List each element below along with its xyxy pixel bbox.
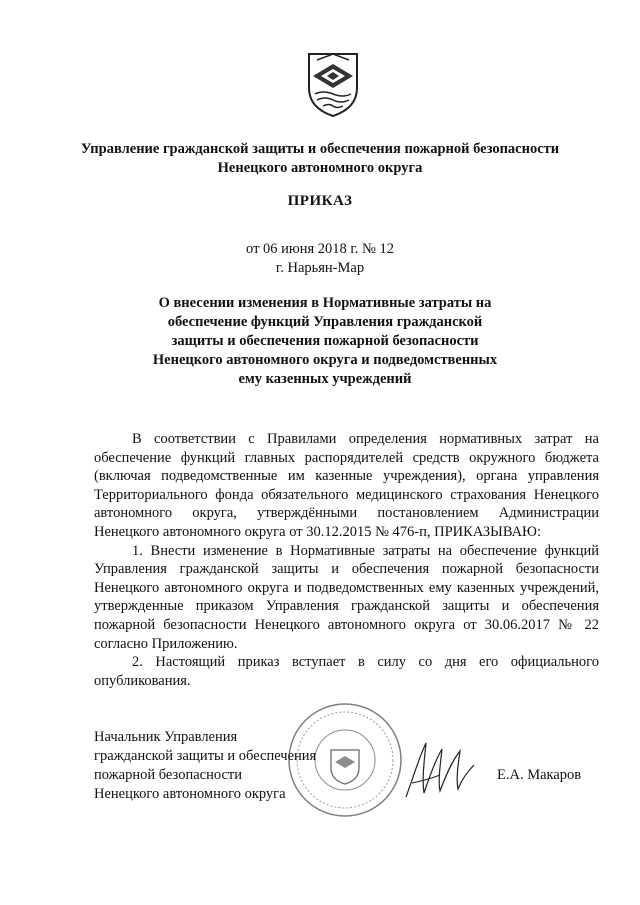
position-line-1: Начальник Управления (94, 729, 238, 745)
date-number: от 06 июня 2018 г. № 12 (246, 241, 394, 257)
place: г. Нарьян-Мар (275, 260, 365, 276)
subject-line-1: О внесении изменения в Нормативные затраты на (158, 295, 492, 311)
body-paragraph-2: 1. Внести изменение в Нормативные затраты на обеспечение функций Управления гражданской защиты и обеспечения пожарной безопасности Ненецкого автономного округа и подведомственных ему казенных учреждений, утвержденные приказом Управления гражданской защиты и обеспечения пожарной безопасности Ненецкого автономного округа от 30.06.2017 № 22 согласно Приложению. (94, 542, 599, 652)
document-body (94, 430, 599, 690)
subject-heading (130, 294, 520, 389)
body-paragraph-3: 2. Настоящий приказ вступает в силу со дня его официального опубликования. (94, 654, 599, 689)
handwritten-signature-icon (400, 735, 480, 805)
subject-line-2: обеспечение функций Управления гражданской (167, 314, 483, 330)
body-paragraph-1: В соответствии с Правилами определения нормативных затрат на обеспечение функций главных распорядителей средств окружного бюджета (включая подведомственные им казенные учреждения), органа управления Территориального фонда обязательного медицинского страхования Ненецкого автономного округа, утверждёнными постановлением Администрации Ненецкого автономного округа от 30.12.2015 № 476-п, ПРИКАЗЫВАЮ: (94, 431, 599, 540)
document-title: ПРИКАЗ (287, 193, 353, 209)
coat-of-arms-icon (303, 50, 363, 120)
position-line-3: пожарной безопасности (94, 767, 242, 783)
position-line-4: Ненецкого автономного округа (94, 786, 286, 802)
signatory-position (94, 728, 316, 804)
subject-line-3: защиты и обеспечения пожарной безопасности (171, 333, 479, 349)
organization-name (60, 140, 580, 178)
position-line-2: гражданской защиты и обеспечения (94, 748, 317, 764)
subject-line-4: Ненецкого автономного округа и подведомственных (152, 352, 498, 368)
subject-line-5: ему казенных учреждений (238, 371, 412, 387)
org-line-2: Ненецкого автономного округа (217, 160, 423, 176)
document-meta (0, 240, 640, 278)
signatory-name: Е.А. Макаров (497, 767, 582, 783)
org-line-1: Управление гражданской защиты и обеспечения пожарной безопасности (80, 141, 560, 157)
